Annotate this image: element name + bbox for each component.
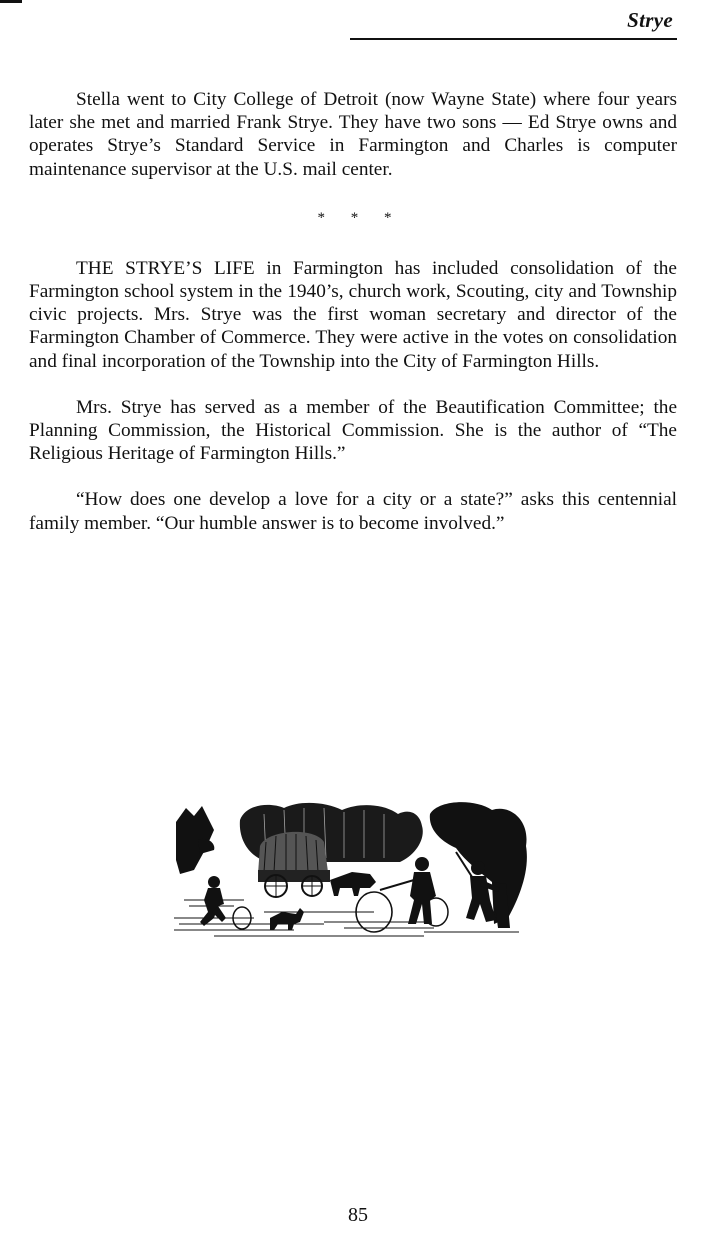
section-break: * * * xyxy=(317,209,403,226)
paragraph-2: THE STRYE’S LIFE in Farmington has included consolidation of the Farmington school system in the 1940’s, church work, Scouting, city and Township civic projects. Mrs. Strye was the first woman secretary and director of the Farmington Chamber of Commerce. They were active in the votes on consolidation and final incorporation of the Township into the City of Farmington Hills. xyxy=(29,257,677,372)
paragraph-3: Mrs. Strye has served as a member of the Beautification Committee; the Planning Commission, the Historical Commission. She is the author of “The Religious Heritage of Farmington Hills.” xyxy=(29,396,677,465)
paragraph-4: “How does one develop a love for a city or a state?” asks this centennial family member. “Our humble answer is to become involved.” xyxy=(29,489,677,534)
woodcut-village-scene-icon xyxy=(174,800,531,942)
paragraph-1: Stella went to City College of Detroit (now Wayne State) where four years later she met and married Frank Strye. They have two sons — Ed Strye owns and operates Strye’s Standard Service in Farmington and Charles is computer maintenance supervisor at the U.S. mail center. xyxy=(29,89,677,180)
running-title: Strye xyxy=(627,8,673,32)
page-number: 85 xyxy=(348,1204,368,1226)
corner-rule xyxy=(0,0,22,3)
body-text xyxy=(29,88,677,535)
running-header xyxy=(350,6,677,40)
